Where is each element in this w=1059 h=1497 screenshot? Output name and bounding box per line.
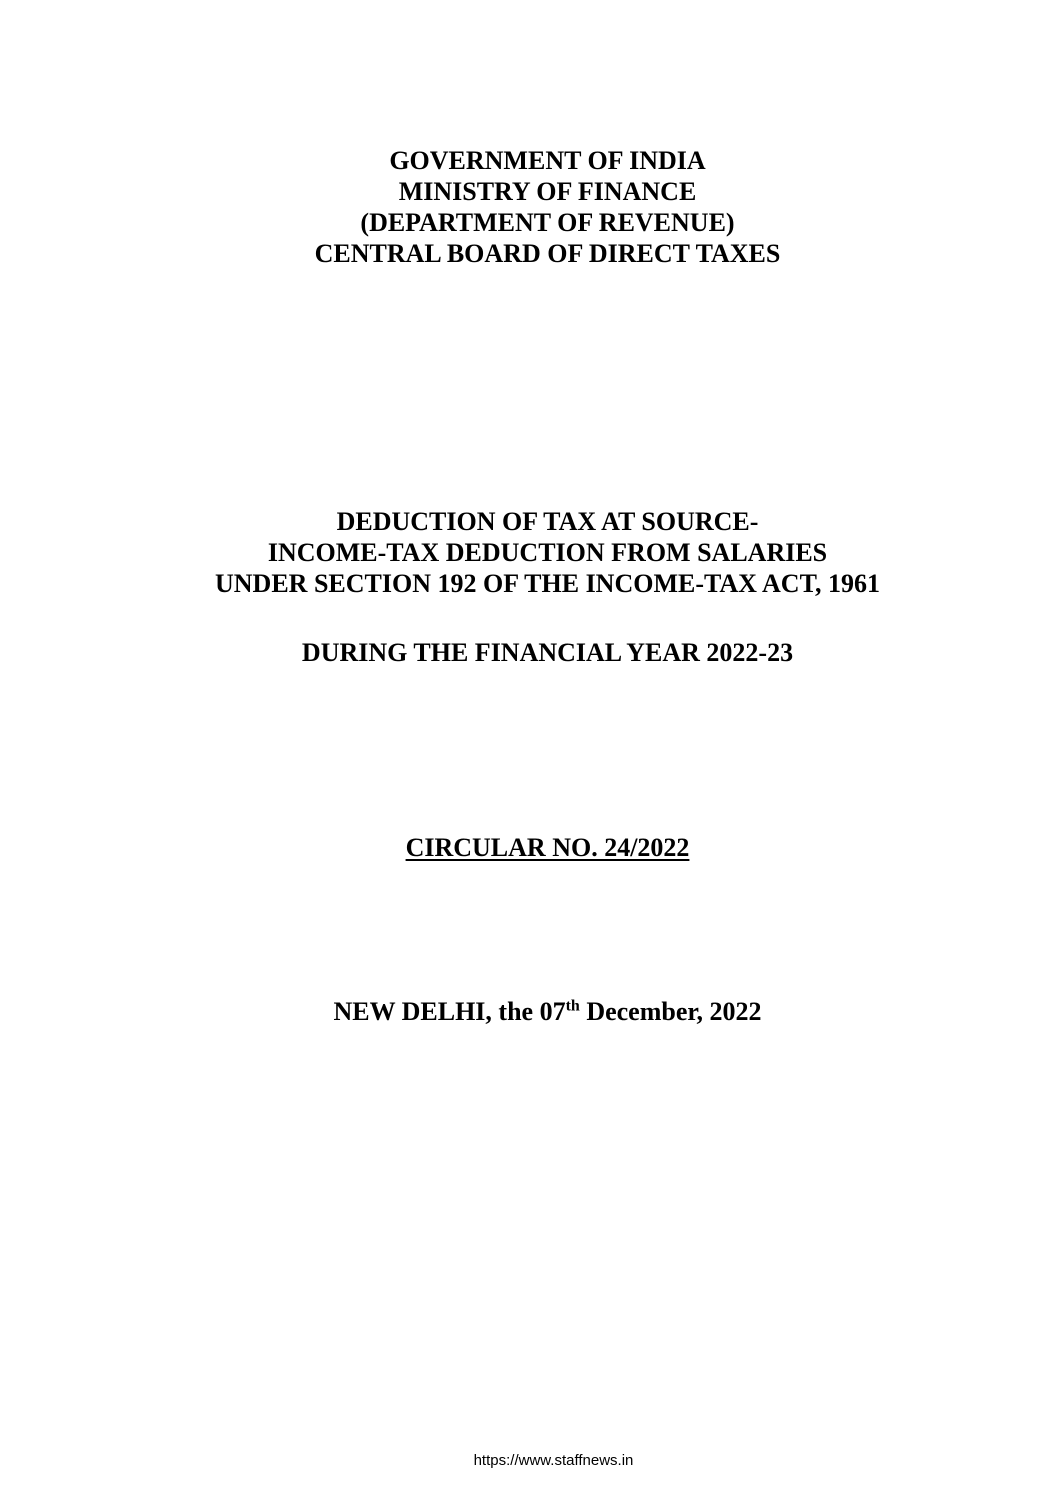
header-ministry: MINISTRY OF FINANCE <box>398 177 697 206</box>
subject-line-3: UNDER SECTION 192 OF THE INCOME-TAX ACT, 1961 <box>215 569 880 598</box>
header-government: GOVERNMENT OF INDIA <box>389 146 706 175</box>
header-department: (DEPARTMENT OF REVENUE) <box>360 208 735 237</box>
subject-line-1: DEDUCTION OF TAX AT SOURCE- <box>336 507 759 536</box>
date-prefix: NEW DELHI, the 07 <box>333 997 566 1026</box>
footer-watermark-url: https://www.staffnews.in <box>473 1452 634 1469</box>
date-ordinal-suffix: th <box>565 997 580 1015</box>
header-board: CENTRAL BOARD OF DIRECT TAXES <box>314 239 781 268</box>
financial-year-heading: DURING THE FINANCIAL YEAR 2022-23 <box>301 638 794 667</box>
subject-line-2: INCOME-TAX DEDUCTION FROM SALARIES <box>267 538 828 567</box>
issuing-authority-header <box>0 145 1059 269</box>
date-suffix: December, 2022 <box>579 997 762 1026</box>
circular-number <box>0 832 1059 863</box>
circular-number-text: CIRCULAR NO. 24/2022 <box>405 833 690 862</box>
document-subject <box>0 506 1059 599</box>
issue-date <box>0 996 1059 1027</box>
